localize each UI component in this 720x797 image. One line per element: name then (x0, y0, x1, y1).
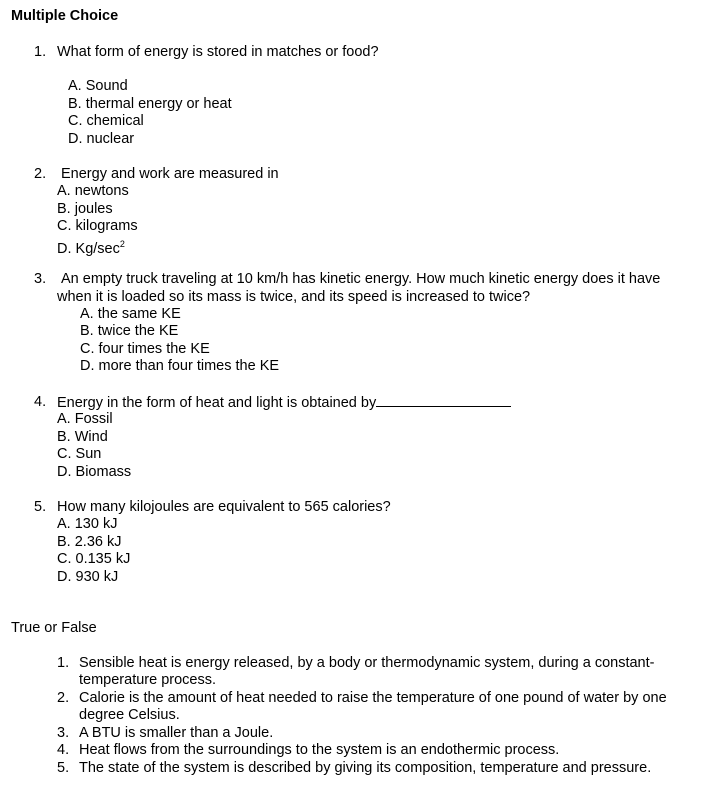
option-a: A. Sound (68, 78, 128, 94)
option-b: B. Wind (57, 429, 108, 445)
option-d: D. nuclear (68, 131, 135, 147)
question-number: 5. (34, 499, 47, 515)
question-text: How many kilojoules are equivalent to 565 calories? (57, 499, 391, 515)
question-text-line-1: An empty truck traveling at 10 km/h has kinetic energy. How much kinetic energy does it have (61, 271, 661, 287)
option-b: B. joules (57, 201, 113, 217)
item-number: 2. (57, 690, 70, 706)
item-number: 5. (57, 760, 70, 776)
question-number: 4. (34, 394, 47, 410)
item-text: The state of the system is described by giving its composition, temperature and pressure. (79, 760, 652, 776)
option-d: D. Biomass (57, 464, 132, 480)
option-c: C. 0.135 kJ (57, 551, 131, 567)
option-c: C. chemical (68, 113, 144, 129)
option-c: C. four times the KE (80, 341, 210, 357)
item-text-line-1: Sensible heat is energy released, by a body or thermodynamic system, during a constant- (79, 655, 655, 671)
item-text: Heat flows from the surroundings to the system is an endothermic process. (79, 742, 560, 758)
option-c: C. kilograms (57, 218, 138, 234)
option-c: C. Sun (57, 446, 102, 462)
option-d: D. more than four times the KE (80, 358, 280, 374)
option-a: A. 130 kJ (57, 516, 118, 532)
question-number: 3. (34, 271, 47, 287)
option-a: A. Fossil (57, 411, 113, 427)
item-text: A BTU is smaller than a Joule. (79, 725, 274, 741)
item-number: 4. (57, 742, 70, 758)
item-text-line-2: temperature process. (79, 672, 217, 688)
section-heading-multiple-choice: Multiple Choice (11, 8, 119, 24)
option-d: D. $Kg/\sec^2$ (57, 239, 125, 257)
item-text-line-1: Calorie is the amount of heat needed to raise the temperature of one pound of water by one (79, 690, 667, 706)
option-a: A. the same KE (80, 306, 181, 322)
question-text: What form of energy is stored in matches or food? (57, 44, 379, 60)
option-b: B. twice the KE (80, 323, 179, 339)
answer-blank (376, 394, 511, 407)
item-number: 3. (57, 725, 70, 741)
question-number: 2. (34, 166, 47, 182)
question-text: Energy in the form of heat and light is obtained by (57, 394, 511, 412)
section-heading-true-false: True or False (11, 620, 97, 636)
question-text-line-2: when it is loaded so its mass is twice, and its speed is increased to twice? (57, 289, 531, 305)
option-a: A. newtons (57, 183, 129, 199)
option-b: B. thermal energy or heat (68, 96, 232, 112)
option-b: B. 2.36 kJ (57, 534, 122, 550)
item-text-line-2: degree Celsius. (79, 707, 180, 723)
option-d: D. 930 kJ (57, 569, 119, 585)
item-number: 1. (57, 655, 70, 671)
question-text: Energy and work are measured in (61, 166, 279, 182)
question-number: 1. (34, 44, 47, 60)
superscript: 2 (119, 239, 125, 249)
